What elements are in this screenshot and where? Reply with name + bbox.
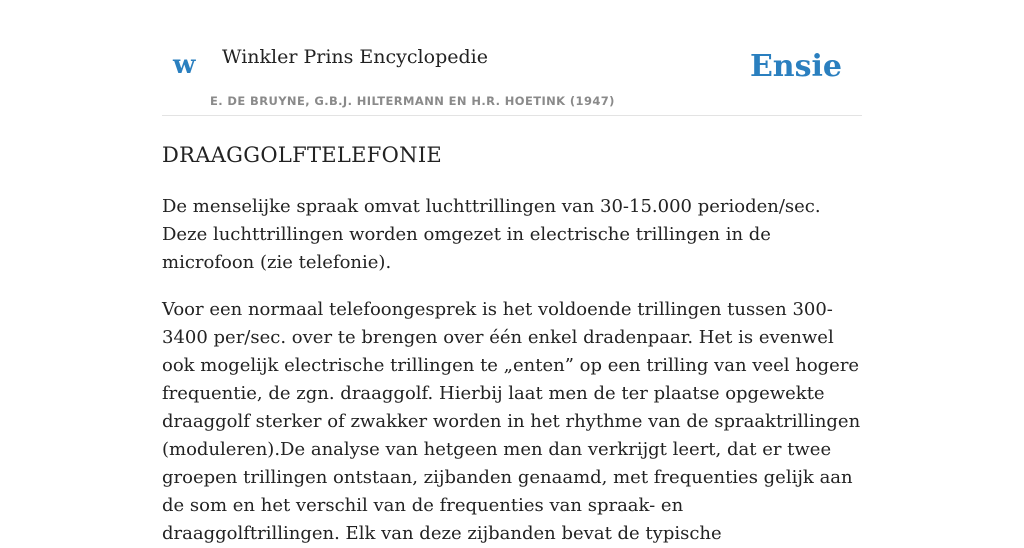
book-authors: E. DE BRUYNE, G.B.J. HILTERMANN EN H.R. HOETINK (1947) xyxy=(210,94,615,108)
article-paragraph: Voor een normaal telefoongesprek is het voldoende trillingen tussen 300-3400 per/sec. over te brengen over één enkel dradenpaar. Het is evenwel ook mogelijk electrische trillingen te „enten” op een trilling van veel hogere frequentie, de zgn. draaggolf. Hierbij laat men de ter plaatse opgewekte draaggolf sterker of zwakker worden in het rhythme van de spraaktrillingen (moduleren).De analyse van hetgeen men dan verkrijgt leert, dat er twee groepen trillingen ontstaan, zijbanden genaamd, met frequenties gelijk aan de som en het verschil van de frequenties van spraak- en draaggolftrillingen. Elk van deze zijbanden bevat de typische xyxy=(162,299,861,544)
article-title: DRAAGGOLFTELEFONIE xyxy=(162,143,443,167)
site-header xyxy=(162,0,862,116)
ensie-logo[interactable]: Ensie xyxy=(749,49,842,84)
article-paragraph: De menselijke spraak omvat luchttrillingen van 30-15.000 perioden/sec. Deze luchttrillingen worden omgezet in electrische trillingen in de microfoon (zie telefonie). xyxy=(162,196,821,273)
article-content xyxy=(162,140,862,548)
book-logo-icon[interactable]: w xyxy=(173,50,196,80)
book-title-link[interactable]: Winkler Prins Encyclopedie xyxy=(222,46,488,68)
